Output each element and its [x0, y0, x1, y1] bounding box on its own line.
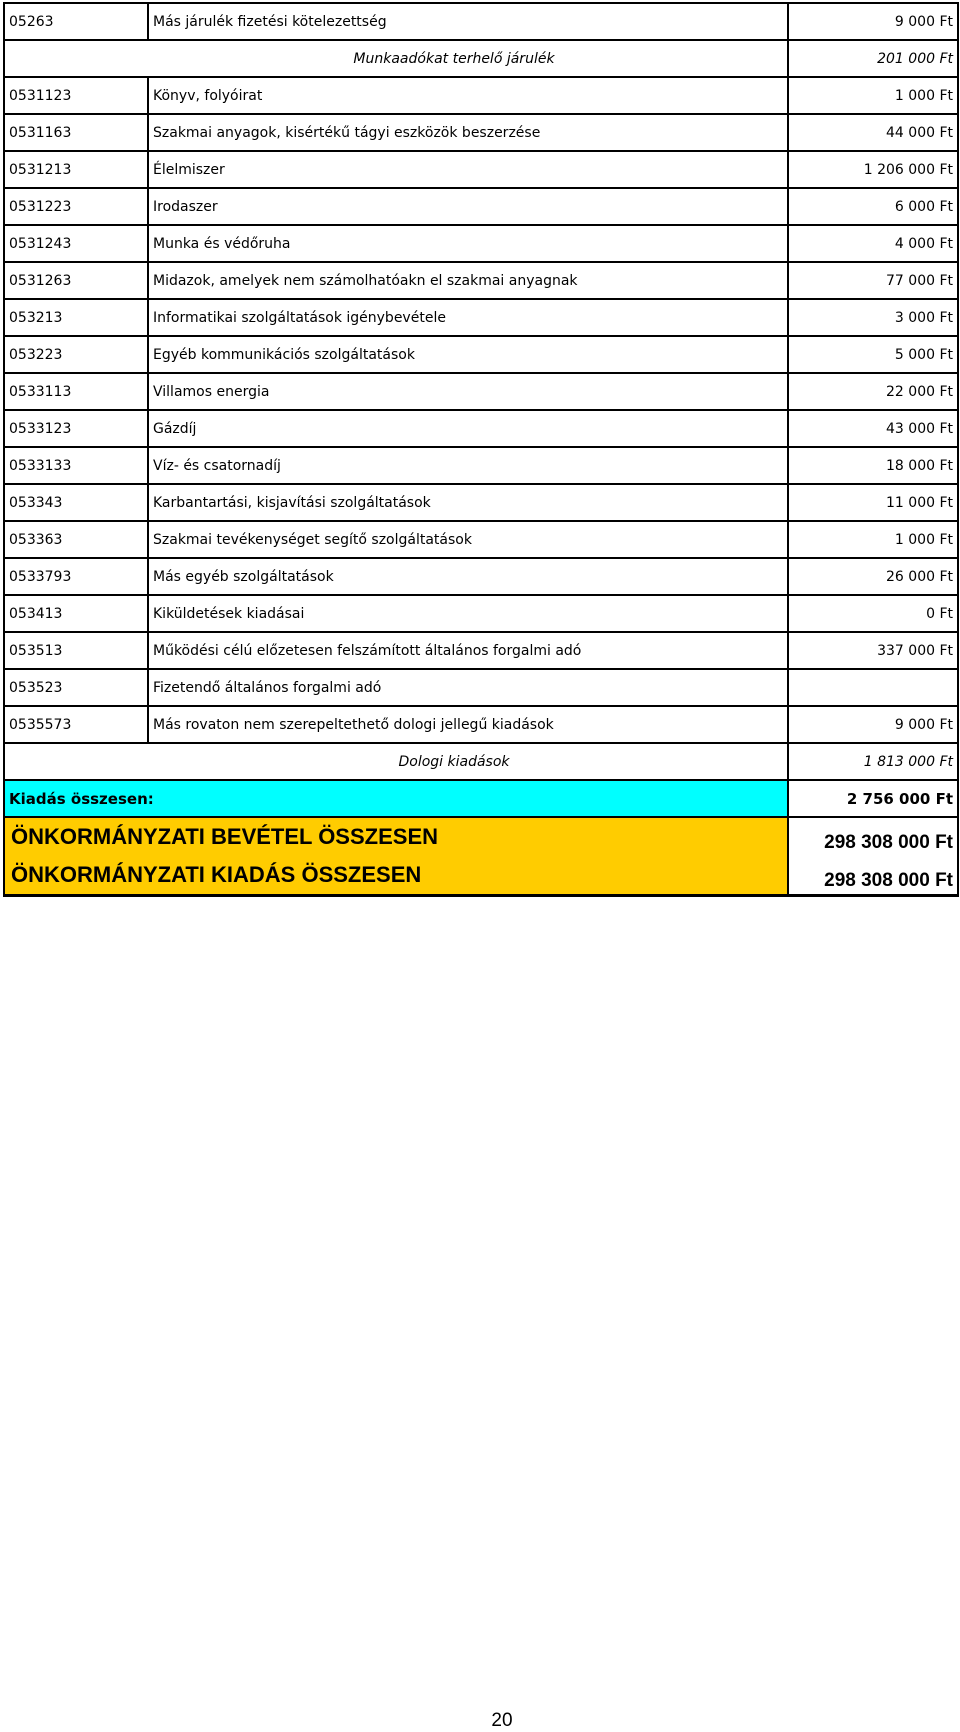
- table-row: [4, 521, 958, 558]
- row-amount: 77 000 Ft: [788, 262, 958, 299]
- row-description: Más járulék fizetési kötelezettség: [148, 3, 788, 40]
- row-amount: 3 000 Ft: [788, 299, 958, 336]
- row-amount: 18 000 Ft: [788, 447, 958, 484]
- budget-table-body: [4, 3, 958, 896]
- row-description: Víz- és csatornadíj: [148, 447, 788, 484]
- row-description: Karbantartási, kisjavítási szolgáltatások: [148, 484, 788, 521]
- row-amount: 22 000 Ft: [788, 373, 958, 410]
- table-row: [4, 336, 958, 373]
- row-amount: 6 000 Ft: [788, 188, 958, 225]
- row-description: Kiküldetések kiadásai: [148, 595, 788, 632]
- table-row: [4, 77, 958, 114]
- row-description: Más egyéb szolgáltatások: [148, 558, 788, 595]
- table-row: [4, 706, 958, 743]
- budget-table: [3, 2, 959, 897]
- grand-total-label: Kiadás összesen:: [4, 780, 788, 817]
- row-description: Midazok, amelyek nem számolhatóakn el szakmai anyagnak: [148, 262, 788, 299]
- row-code: 0533793: [4, 558, 148, 595]
- table-row: [4, 595, 958, 632]
- summary-expense-amount: 298 308 000 Ft: [788, 856, 958, 896]
- table-row: [4, 225, 958, 262]
- row-amount: 44 000 Ft: [788, 114, 958, 151]
- row-code: 0531123: [4, 77, 148, 114]
- row-description: Egyéb kommunikációs szolgáltatások: [148, 336, 788, 373]
- row-code: 053213: [4, 299, 148, 336]
- row-description: Élelmiszer: [148, 151, 788, 188]
- row-code: 053523: [4, 669, 148, 706]
- row-code: 0531243: [4, 225, 148, 262]
- subtotal-label: Munkaadókat terhelő járulék: [4, 40, 788, 77]
- row-code: 053513: [4, 632, 148, 669]
- table-row: [4, 632, 958, 669]
- row-description: Szakmai anyagok, kisértékű tágyi eszközök beszerzése: [148, 114, 788, 151]
- subtotal-amount: 1 813 000 Ft: [788, 743, 958, 780]
- summary-income-label: ÖNKORMÁNYZATI BEVÉTEL ÖSSZESEN: [4, 817, 788, 856]
- row-description: Más rovaton nem szerepeltethető dologi jellegű kiadások: [148, 706, 788, 743]
- row-code: 0535573: [4, 706, 148, 743]
- row-amount: 11 000 Ft: [788, 484, 958, 521]
- summary-income-amount: 298 308 000 Ft: [788, 817, 958, 856]
- summary-expense-label: ÖNKORMÁNYZATI KIADÁS ÖSSZESEN: [4, 856, 788, 896]
- row-code: 0533123: [4, 410, 148, 447]
- row-code: 053413: [4, 595, 148, 632]
- subtotal-label: Dologi kiadások: [4, 743, 788, 780]
- row-amount: 9 000 Ft: [788, 3, 958, 40]
- row-amount: [788, 669, 958, 706]
- table-row: [4, 669, 958, 706]
- table-row: [4, 447, 958, 484]
- row-description: Informatikai szolgáltatások igénybevétele: [148, 299, 788, 336]
- table-row: [4, 410, 958, 447]
- row-amount: 5 000 Ft: [788, 336, 958, 373]
- grand-total-amount: 2 756 000 Ft: [788, 780, 958, 817]
- table-row: [4, 373, 958, 410]
- row-description: Irodaszer: [148, 188, 788, 225]
- table-row: [4, 114, 958, 151]
- summary-row-income: [4, 817, 958, 856]
- row-code: 0531223: [4, 188, 148, 225]
- row-code: 0531213: [4, 151, 148, 188]
- table-row: [4, 262, 958, 299]
- row-code: 05263: [4, 3, 148, 40]
- row-amount: 9 000 Ft: [788, 706, 958, 743]
- subtotal-row-munkaado: [4, 40, 958, 77]
- row-code: 0531163: [4, 114, 148, 151]
- row-amount: 1 000 Ft: [788, 521, 958, 558]
- table-row: [4, 558, 958, 595]
- row-code: 053363: [4, 521, 148, 558]
- table-row: [4, 151, 958, 188]
- row-amount: 1 206 000 Ft: [788, 151, 958, 188]
- page-number: 20: [491, 1710, 513, 1731]
- table-row: [4, 299, 958, 336]
- row-amount: 0 Ft: [788, 595, 958, 632]
- row-description: Fizetendő általános forgalmi adó: [148, 669, 788, 706]
- row-amount: 43 000 Ft: [788, 410, 958, 447]
- row-description: Munka és védőruha: [148, 225, 788, 262]
- row-amount: 4 000 Ft: [788, 225, 958, 262]
- row-amount: 26 000 Ft: [788, 558, 958, 595]
- subtotal-amount: 201 000 Ft: [788, 40, 958, 77]
- row-code: 053223: [4, 336, 148, 373]
- grand-total-row: [4, 780, 958, 817]
- row-description: Szakmai tevékenységet segítő szolgáltatások: [148, 521, 788, 558]
- row-code: 0533133: [4, 447, 148, 484]
- summary-row-expense: [4, 856, 958, 896]
- table-row: [4, 188, 958, 225]
- row-description: Könyv, folyóirat: [148, 77, 788, 114]
- row-code: 0531263: [4, 262, 148, 299]
- subtotal-row-dologi: [4, 743, 958, 780]
- row-amount: 337 000 Ft: [788, 632, 958, 669]
- row-description: Villamos energia: [148, 373, 788, 410]
- row-amount: 1 000 Ft: [788, 77, 958, 114]
- row-description: Működési célú előzetesen felszámított általános forgalmi adó: [148, 632, 788, 669]
- table-row: [4, 3, 958, 40]
- table-row: [4, 484, 958, 521]
- row-description: Gázdíj: [148, 410, 788, 447]
- row-code: 0533113: [4, 373, 148, 410]
- row-code: 053343: [4, 484, 148, 521]
